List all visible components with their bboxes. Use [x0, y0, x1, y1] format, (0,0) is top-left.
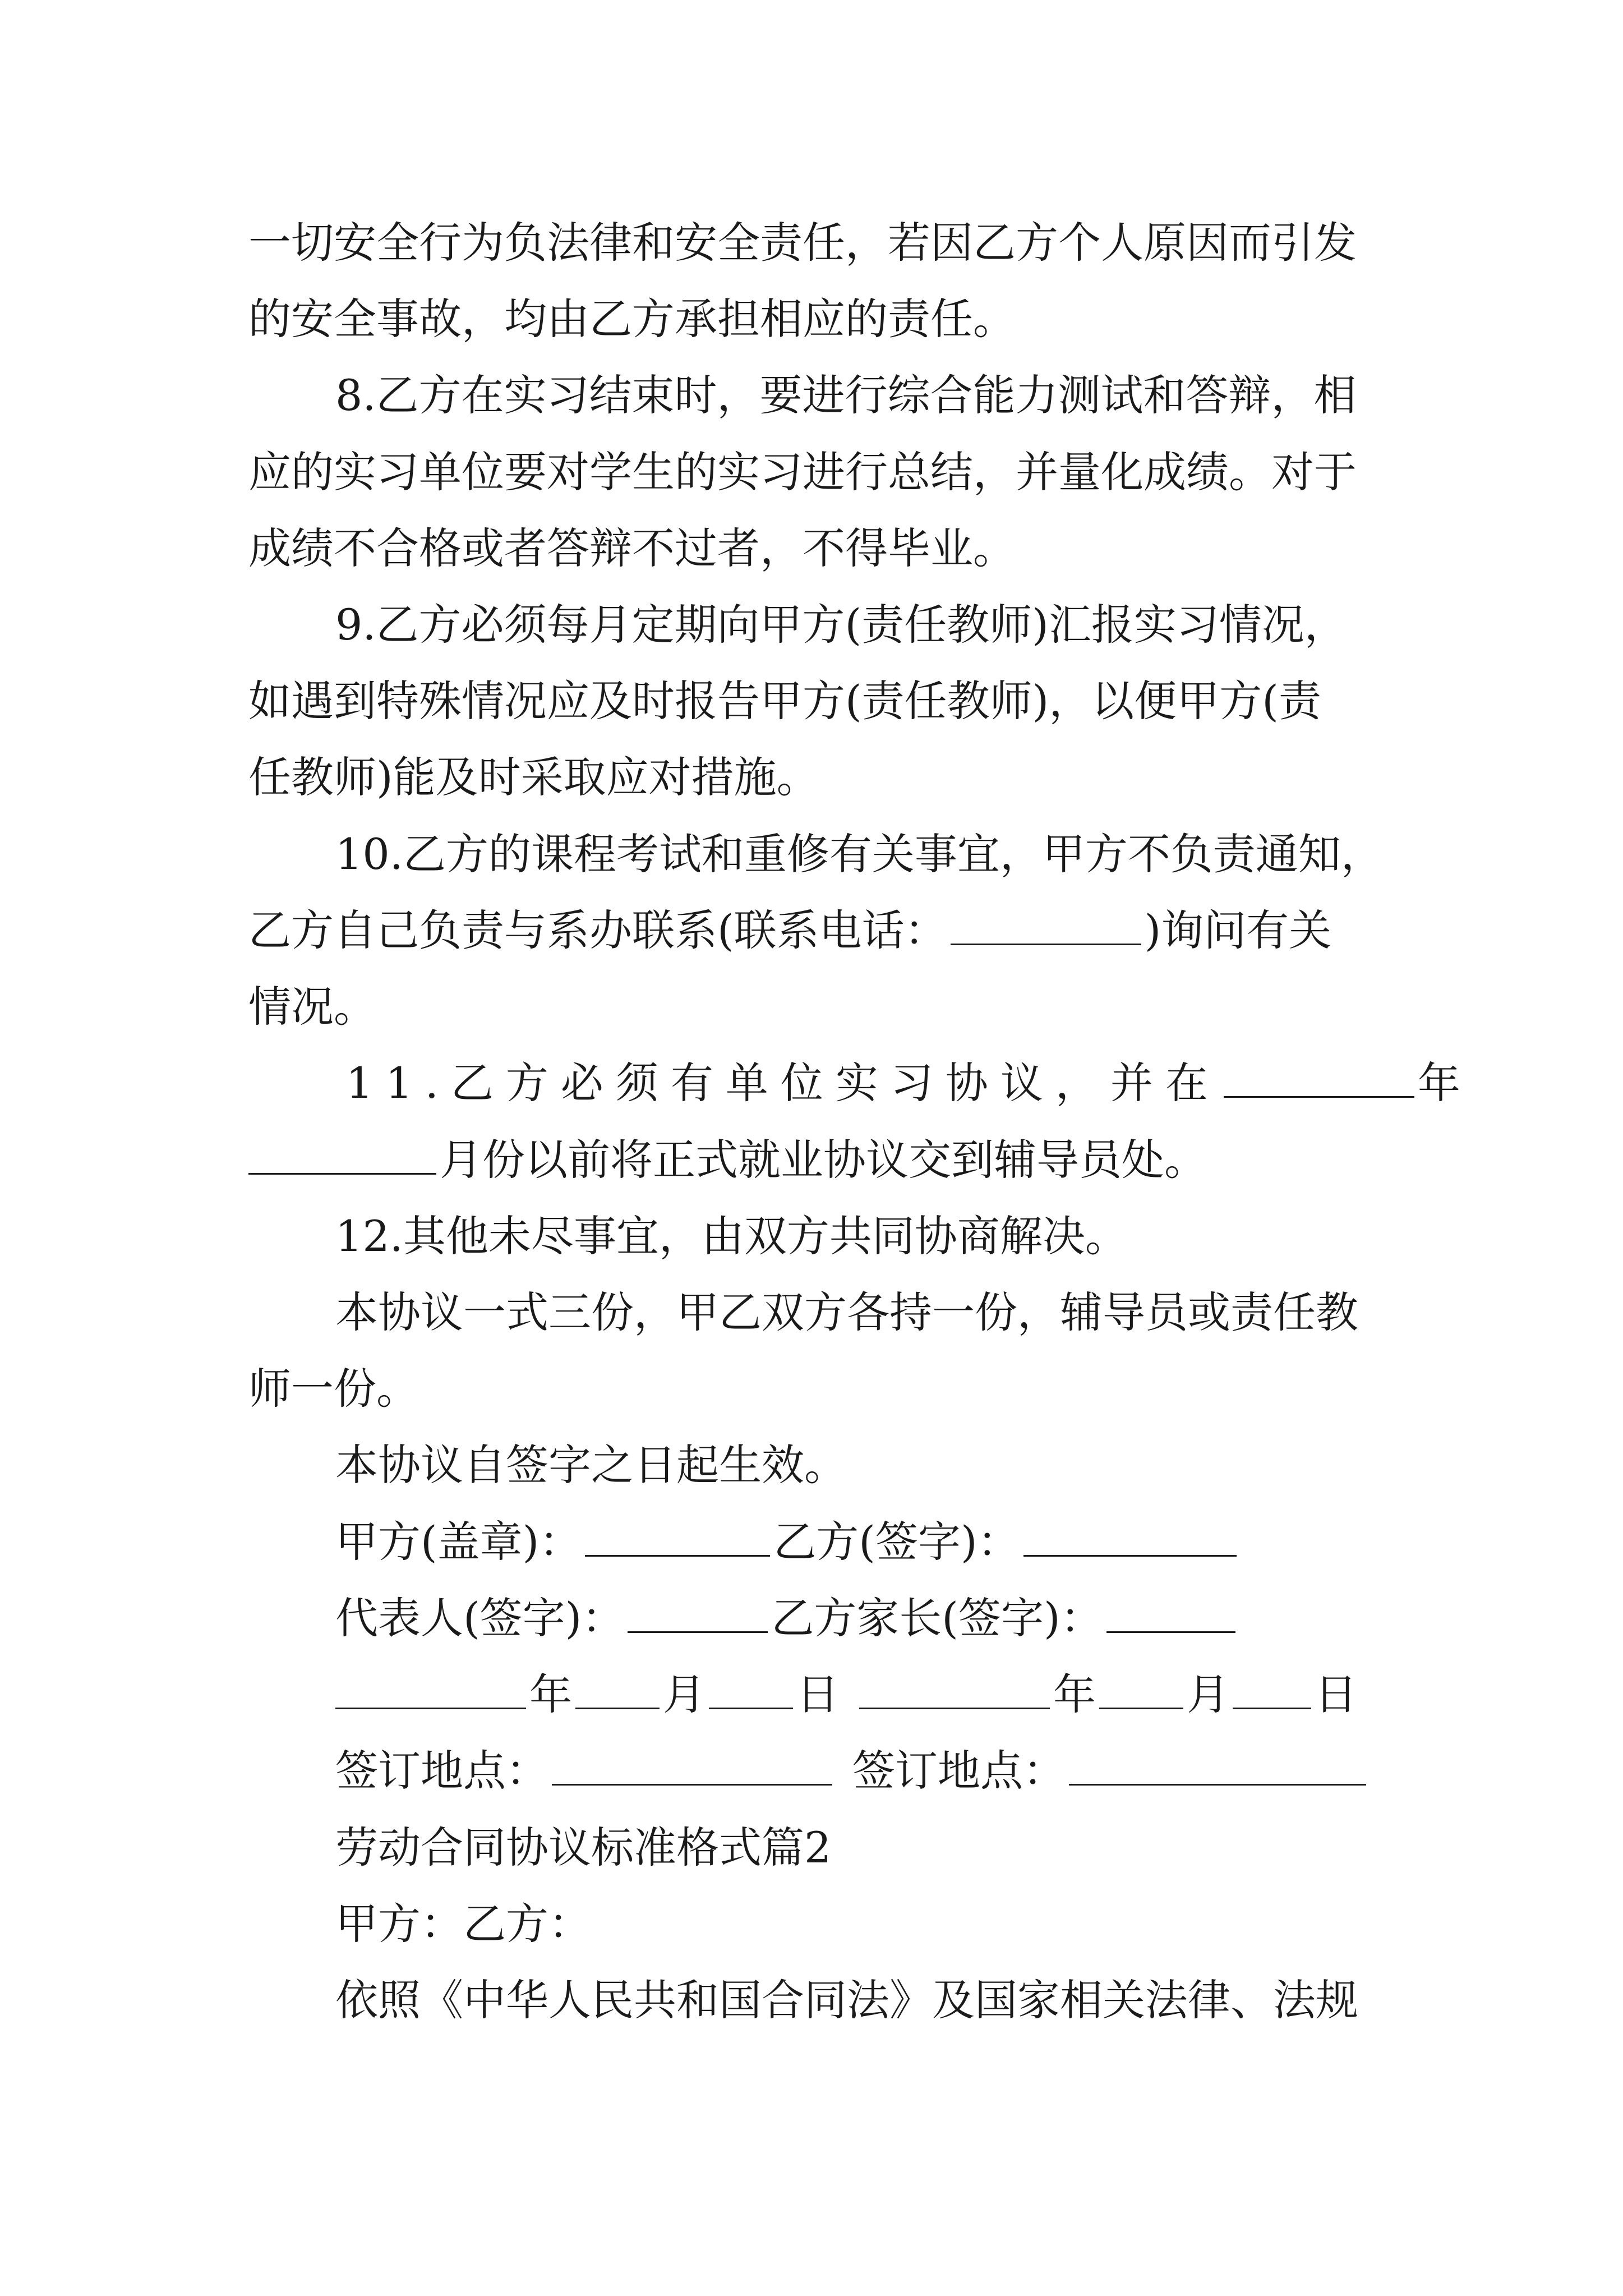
representative-sign-label: 代表人(签字)： [335, 1593, 625, 1643]
section-heading: 劳动合同协议标准格式篇2 [335, 1823, 832, 1872]
date-month-label-b: 月 [1187, 1669, 1229, 1719]
text-line: 应的实习单位要对学生的实习进行总结，并量化成绩。对于 [248, 447, 1357, 497]
date-line [335, 1667, 1381, 1723]
year-blank [1224, 1091, 1414, 1098]
text-line: 本协议自签字之日起生效。 [335, 1440, 847, 1490]
text-line: 一切安全行为负法律和安全责任，若因乙方个人原因而引发 [248, 218, 1357, 268]
text-segment: 乙方自己负责与系办联系(联系电话： [248, 905, 947, 955]
text-line [248, 903, 1381, 959]
date-year-blank [335, 1702, 526, 1709]
party-b-sign-blank [1023, 1549, 1237, 1557]
date-year-label: 年 [529, 1669, 572, 1719]
date-day-blank [709, 1702, 793, 1709]
representative-sign-blank [628, 1626, 768, 1633]
signature-line-representative [335, 1590, 1381, 1646]
text-line: 情况。 [248, 982, 376, 1032]
date-month-blank [575, 1702, 660, 1709]
clause-8: 8.乙方在实习结束时，要进行综合能力测试和答辩，相 [335, 370, 1357, 420]
clause-12: 12.其他未尽事宜，由双方共同协商解决。 [335, 1211, 1128, 1261]
date-day-blank-b [1233, 1702, 1311, 1709]
date-month-blank-b [1099, 1702, 1183, 1709]
text-segment: 年 [1417, 1058, 1473, 1108]
parent-sign-blank [1106, 1626, 1235, 1633]
parties-line: 甲方：乙方： [335, 1899, 591, 1949]
text-line: 任教师)能及时采取应对措施。 [248, 752, 819, 802]
date-year-label-b: 年 [1053, 1669, 1096, 1719]
text-segment: 11.乙方必须有单位实习协议，并在 [346, 1058, 1220, 1108]
date-year-blank-b [859, 1702, 1050, 1709]
text-line: 如遇到特殊情况应及时报告甲方(责任教师)，以便甲方(责 [248, 676, 1321, 726]
text-line: 的安全事故，均由乙方承担相应的责任。 [248, 294, 1016, 344]
signing-place-line [335, 1743, 1381, 1799]
party-b-sign-label: 乙方(签字)： [773, 1517, 1020, 1567]
clause-9: 9.乙方必须每月定期向甲方(责任教师)汇报实习情况， [335, 600, 1347, 650]
month-blank [248, 1167, 436, 1175]
date-day-label-b: 日 [1315, 1669, 1357, 1719]
text-line [248, 1132, 1381, 1188]
text-segment: )询问有关 [1144, 905, 1332, 955]
signing-place-blank-b [1069, 1778, 1366, 1786]
parent-sign-label: 乙方家长(签字)： [771, 1593, 1103, 1643]
text-segment: 月份以前将正式就业协议交到辅导员处。 [440, 1135, 1207, 1185]
phone-blank [951, 938, 1141, 945]
text-line: 师一份。 [248, 1364, 419, 1414]
party-a-seal-blank [585, 1549, 770, 1557]
text-line: 成绩不合格或者答辩不过者，不得毕业。 [248, 523, 1016, 573]
party-a-seal-label: 甲方(盖章)： [335, 1517, 582, 1567]
signature-line-party-a [335, 1514, 1381, 1570]
clause-10: 10.乙方的课程考试和重修有关事宜，甲方不负责通知， [335, 829, 1384, 879]
signing-place-label-b: 签订地点： [852, 1746, 1066, 1796]
signing-place-label: 签订地点： [335, 1746, 548, 1796]
text-line: 依照《中华人民共和国合同法》及国家相关法律、法规 [335, 1975, 1358, 2025]
signing-place-blank [552, 1778, 832, 1786]
text-line: 本协议一式三份，甲乙双方各持一份，辅导员或责任教 [335, 1287, 1358, 1337]
date-day-label: 日 [796, 1669, 839, 1719]
clause-11 [346, 1055, 1473, 1111]
date-month-label: 月 [663, 1669, 706, 1719]
